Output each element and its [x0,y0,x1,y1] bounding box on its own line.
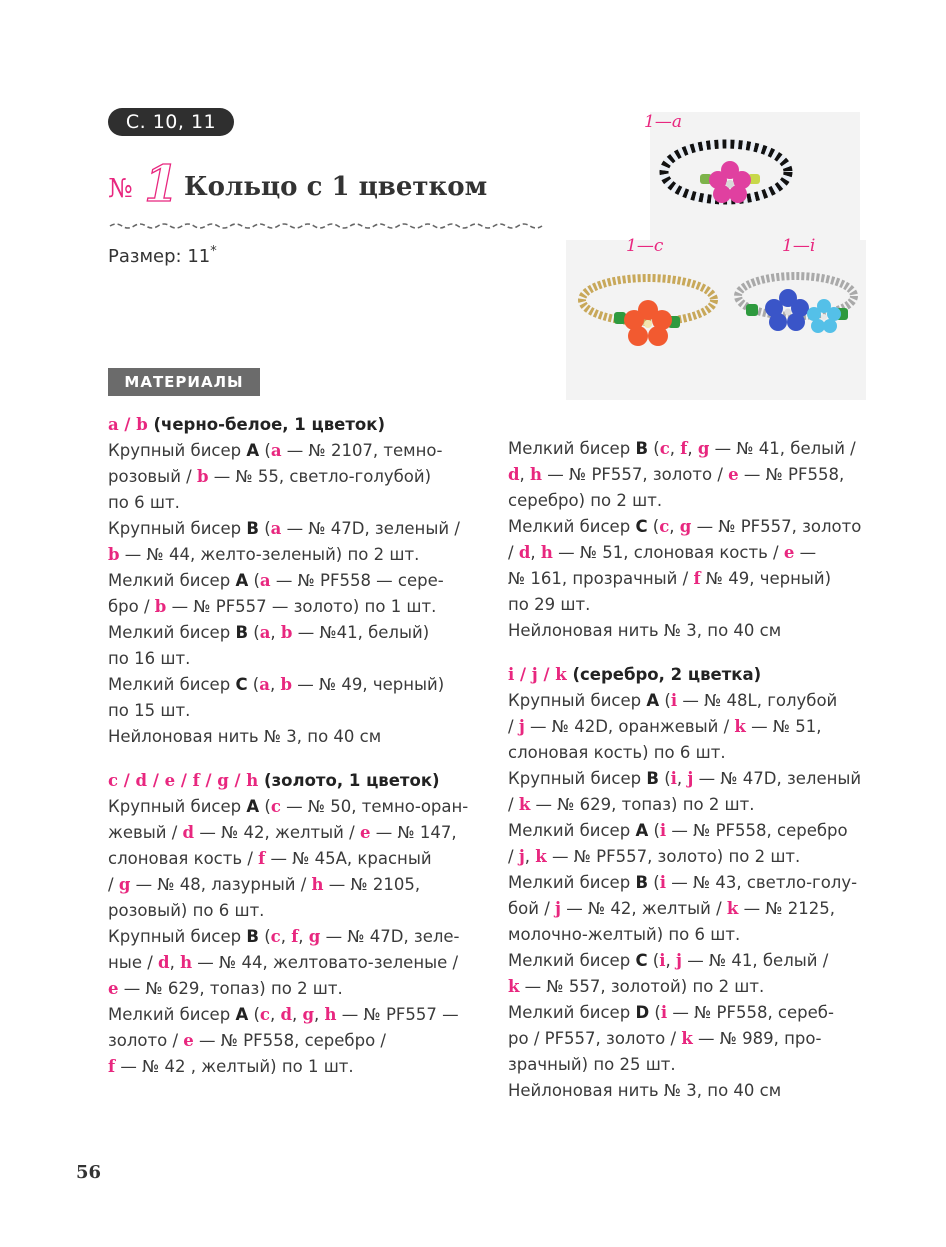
variant-letter: f [258,849,266,868]
material-line [108,1002,468,1028]
material-line [508,592,861,618]
line-text: ( [259,441,271,460]
line-text: бой / [508,899,556,918]
line-text: Мелкий бисер [508,951,636,970]
material-line [108,568,468,594]
line-text: ( [647,951,660,970]
page-title: Кольцо с 1 цветком [184,172,488,202]
line-text: Крупный бисер [108,441,247,460]
line-text: ро / PF557, золото / [508,1029,682,1048]
line-text: Мелкий бисер [508,439,636,458]
bead-type: A [246,797,260,816]
line-text: Мелкий бисер [108,571,236,590]
variant-letter: a [259,571,271,590]
line-text: Мелкий бисер [108,1005,236,1024]
variant-letter: d [280,1005,292,1024]
line-text: — № 989, про- [692,1029,822,1048]
variant-letter: f [680,439,688,458]
line-text: — № 43, светло-голу- [665,873,858,892]
bead-type: A [646,691,660,710]
line-text: ( [248,623,260,642]
material-line [508,896,861,922]
line-text: № 161, прозрачный / [508,569,694,588]
variant-letter: g [302,1005,315,1024]
bead-type: C [635,517,648,536]
material-line [108,438,468,464]
variant-letter: h [324,1005,337,1024]
variant-letter: b [280,675,292,694]
line-text: Мелкий бисер [108,675,236,694]
material-line [508,1052,861,1078]
variant-heading [508,662,861,688]
variant-letter: a [259,623,271,642]
bead-type: B [635,439,649,458]
line-text: , [687,439,698,458]
variant-letter: h [311,875,324,894]
variant-letter: j [518,717,525,736]
line-text: молочно-желтый) по 6 шт. [508,925,741,944]
material-line [508,688,861,714]
line-text: — № 47D, зеленый / [281,519,460,538]
variant-letter: g [697,439,710,458]
line-text: ( [248,571,260,590]
spacer [108,750,468,768]
material-line [108,646,468,672]
ring-label-i: 1—i [782,236,816,256]
line-text: Крупный бисер [108,797,247,816]
line-text: , [524,847,536,866]
variant-letter: d [508,465,520,484]
material-line [508,462,861,488]
line-text: — № 42, желтый / [194,823,360,842]
material-line [508,766,861,792]
variant-letter: i [660,1003,668,1022]
line-text: , [530,543,541,562]
line-text: ( [247,675,260,694]
line-text: , [292,1005,303,1024]
line-text: жевый / [108,823,183,842]
variant-letter: f [108,1057,116,1076]
line-text: ( [648,873,660,892]
line-text: ( [259,797,271,816]
variant-letter: j [676,951,682,970]
material-line [108,846,468,872]
variant-letter: c [259,1005,270,1024]
line-text: — № PF557 — [336,1005,459,1024]
material-line [108,898,468,924]
number-sign: № [108,174,133,204]
material-line [508,974,861,1000]
materials-right-column [508,436,861,1104]
line-text: , [269,1005,281,1024]
line-text: — № PF558, серебро / [193,1031,386,1050]
line-text: , [280,927,292,946]
line-text: — №41, белый) [292,623,430,642]
line-text: ( [248,1005,260,1024]
material-line [508,540,861,566]
spacer [508,644,861,662]
material-line [508,740,861,766]
material-line [108,594,468,620]
material-line [108,872,468,898]
material-line [508,714,861,740]
bead-type: C [635,951,648,970]
variant-letter: j [687,769,694,788]
line-text: по 29 шт. [508,595,591,614]
variant-letter: c / d / e / f / g / h [108,771,259,790]
line-text: — № PF558, серебро [666,821,848,840]
variant-letter: f [291,927,299,946]
materials-left-column [108,412,468,1080]
variant-letter: k [535,847,547,866]
ring-a-illustration [656,130,796,220]
ring-label-a: 1—a [644,112,682,132]
line-text: / [508,717,519,736]
variant-letter: i [659,873,666,892]
line-text: , [676,769,688,788]
ring-label-c: 1—c [626,236,664,256]
material-line [508,948,861,974]
line-text: — № 44, желто-зеленый) по 2 шт. [119,545,420,564]
line-text: / [508,847,519,866]
line-text: — № 47D, зеле- [320,927,460,946]
line-text: ( [658,769,671,788]
line-text: — № PF558 — сере- [270,571,444,590]
variant-letter: j [518,847,525,866]
material-line [108,698,468,724]
variant-letter: b [154,597,167,616]
project-number: 1 [144,154,179,213]
variant-letter: g [118,875,131,894]
variant-letter: k [508,977,520,996]
material-line [508,488,861,514]
material-line [108,794,468,820]
variant-letter: k [681,1029,693,1048]
line-text: — № 48, лазурный / [130,875,312,894]
line-text: , [314,1005,325,1024]
line-text: ные / [108,953,159,972]
line-text: — № 2105, [323,875,421,894]
dashed-divider [108,221,548,229]
variant-letter: i [670,691,678,710]
line-text: серебро) по 2 шт. [508,491,663,510]
variant-letter: a [270,441,282,460]
line-text: , [269,675,281,694]
variant-letter: d [182,823,195,842]
variant-letter: a [270,519,282,538]
variant-letter: e [783,543,795,562]
line-text: — [794,543,817,562]
line-text: розовый) по 6 шт. [108,901,265,920]
line-text: — № PF558, сереб- [667,1003,834,1022]
line-text: — № 629, топаз) по 2 шт. [118,979,343,998]
material-line [108,724,468,750]
line-text: Мелкий бисер [508,1003,636,1022]
line-text: — № 51, [745,717,822,736]
variant-letter: g [308,927,321,946]
line-text: , [665,951,677,970]
variant-letter: i [670,769,677,788]
variant-letter: h [180,953,193,972]
line-text: ( [649,1003,661,1022]
bead-type: B [246,519,259,538]
line-text: Мелкий бисер [108,623,236,642]
bead-type: (серебро, 2 цветка) [566,665,762,684]
line-text: ( [648,821,660,840]
material-line [508,1026,861,1052]
bead-type: (черно-белое, 1 цветок) [147,415,386,434]
ring-c-illustration [574,266,722,356]
line-text: — № 47D, зеленый [693,769,862,788]
line-text: — № 42 , желтый) по 1 шт. [115,1057,354,1076]
variant-letter: k [518,795,531,814]
material-line [108,1028,468,1054]
bead-type: C [235,675,248,694]
material-line [508,514,861,540]
variant-letter: c [270,927,281,946]
bead-type: A [246,441,260,460]
variant-letter: g [679,517,692,536]
variant-letter: e [359,823,371,842]
line-text: — № PF558, [738,465,845,484]
size-info [108,244,217,267]
variant-letter: h [540,543,553,562]
line-text: по 15 шт. [108,701,191,720]
variant-letter: d [158,953,170,972]
line-text: , [169,953,181,972]
line-text: — № 629, топаз) по 2 шт. [530,795,755,814]
bead-type: B [646,769,659,788]
line-text: — № 44, желтовато-зеленые / [192,953,459,972]
line-text: , [298,927,309,946]
variant-letter: e [728,465,739,484]
line-text: , [519,465,531,484]
line-text: — № 557, золотой) по 2 шт. [519,977,765,996]
material-line [108,464,468,490]
variant-letter: e [108,979,119,998]
line-text: Крупный бисер [508,769,647,788]
line-text: слоновая кость) по 6 шт. [508,743,726,762]
material-line [108,542,468,568]
size-text: Размер: 11 [108,246,211,267]
line-text: ( [647,517,660,536]
variant-letter: b [280,623,293,642]
variant-letter: h [530,465,543,484]
bead-type: B [246,927,259,946]
page-number: 56 [76,1162,102,1183]
variant-letter: e [183,1031,194,1050]
line-text: — № PF557, золото / [542,465,729,484]
variant-letter: j [555,899,562,918]
line-text: слоновая кость / [108,849,259,868]
bead-type: B [235,623,249,642]
line-text: — № 2125, [738,899,835,918]
variant-letter: i [659,821,667,840]
bead-type: A [635,821,649,840]
materials-label: МАТЕРИАЛЫ [108,368,260,396]
material-line [108,976,468,1002]
line-text: — № 41, белый / [709,439,856,458]
variant-letter: k [734,717,746,736]
line-text: / [508,543,519,562]
line-text: Крупный бисер [108,519,247,538]
line-text: , [669,517,680,536]
line-text: Крупный бисер [508,691,647,710]
line-text: Мелкий бисер [508,873,636,892]
size-mark: * [210,244,217,259]
line-text: / [508,795,519,814]
line-text: — № 51, слоновая кость / [552,543,784,562]
material-line [108,924,468,950]
line-text: Нейлоновая нить № 3, по 40 см [108,727,382,746]
material-line [108,820,468,846]
line-text: — № 45A, красный [265,849,432,868]
line-text: ( [258,927,271,946]
line-text: — № 50, темно-оран- [280,797,469,816]
line-text: ( [258,519,271,538]
line-text: — № 147, [370,823,457,842]
bead-type: B [635,873,649,892]
line-text: Мелкий бисер [508,517,636,536]
material-line [508,844,861,870]
material-line [108,490,468,516]
line-text: — № 2107, темно- [281,441,443,460]
material-line [508,870,861,896]
variant-letter: b [108,545,120,564]
line-text: — № PF557, золото [691,517,862,536]
variant-letter: i / j / k [508,665,567,684]
line-text: — № 42D, оранжевый / [524,717,735,736]
material-line [108,672,468,698]
line-text: зрачный) по 25 шт. [508,1055,676,1074]
variant-letter: c [270,797,281,816]
material-line [508,566,861,592]
material-line [508,618,861,644]
line-text: Мелкий бисер [508,821,636,840]
line-text: — № PF557 — золото) по 1 шт. [166,597,437,616]
material-line [108,1054,468,1080]
material-line [508,436,861,462]
line-text: бро / [108,597,155,616]
bead-type: A [235,1005,249,1024]
variant-letter: k [726,899,739,918]
variant-letter: a / b [108,415,148,434]
bead-type: A [235,571,249,590]
line-text: ( [659,691,671,710]
line-text: — № 55, светло-голубой) [208,467,432,486]
line-text: розовый / [108,467,197,486]
variant-letter: f [693,569,701,588]
ring-i-illustration [732,266,862,356]
variant-letter: c [659,517,670,536]
material-line [108,516,468,542]
line-text: Нейлоновая нить № 3, по 40 см [508,1081,782,1100]
variant-letter: a [259,675,270,694]
line-text: по 16 шт. [108,649,191,668]
line-text: ( [648,439,660,458]
line-text: — № 48L, голубой [677,691,838,710]
material-line [508,818,861,844]
variant-heading [108,768,468,794]
variant-letter: b [196,467,209,486]
material-line [508,1078,861,1104]
variant-letter: i [659,951,666,970]
variant-letter: d [518,543,531,562]
line-text: , [669,439,681,458]
line-text: , [270,623,281,642]
variant-heading [108,412,468,438]
material-line [508,922,861,948]
line-text: / [108,875,119,894]
line-text: — № PF557, золото) по 2 шт. [546,847,801,866]
line-text: Нейлоновая нить № 3, по 40 см [508,621,782,640]
line-text: № 49, черный) [700,569,832,588]
line-text: — № 49, черный) [291,675,445,694]
material-line [108,950,468,976]
pages-badge: С. 10, 11 [108,108,234,136]
line-text: — № 42, желтый / [561,899,727,918]
line-text: Крупный бисер [108,927,247,946]
line-text: золото / [108,1031,184,1050]
bead-type: D [635,1003,650,1022]
variant-letter: c [659,439,670,458]
material-line [508,1000,861,1026]
material-line [508,792,861,818]
material-line [108,620,468,646]
line-text: — № 41, белый / [682,951,829,970]
bead-type: (золото, 1 цветок) [258,771,440,790]
line-text: по 6 шт. [108,493,180,512]
